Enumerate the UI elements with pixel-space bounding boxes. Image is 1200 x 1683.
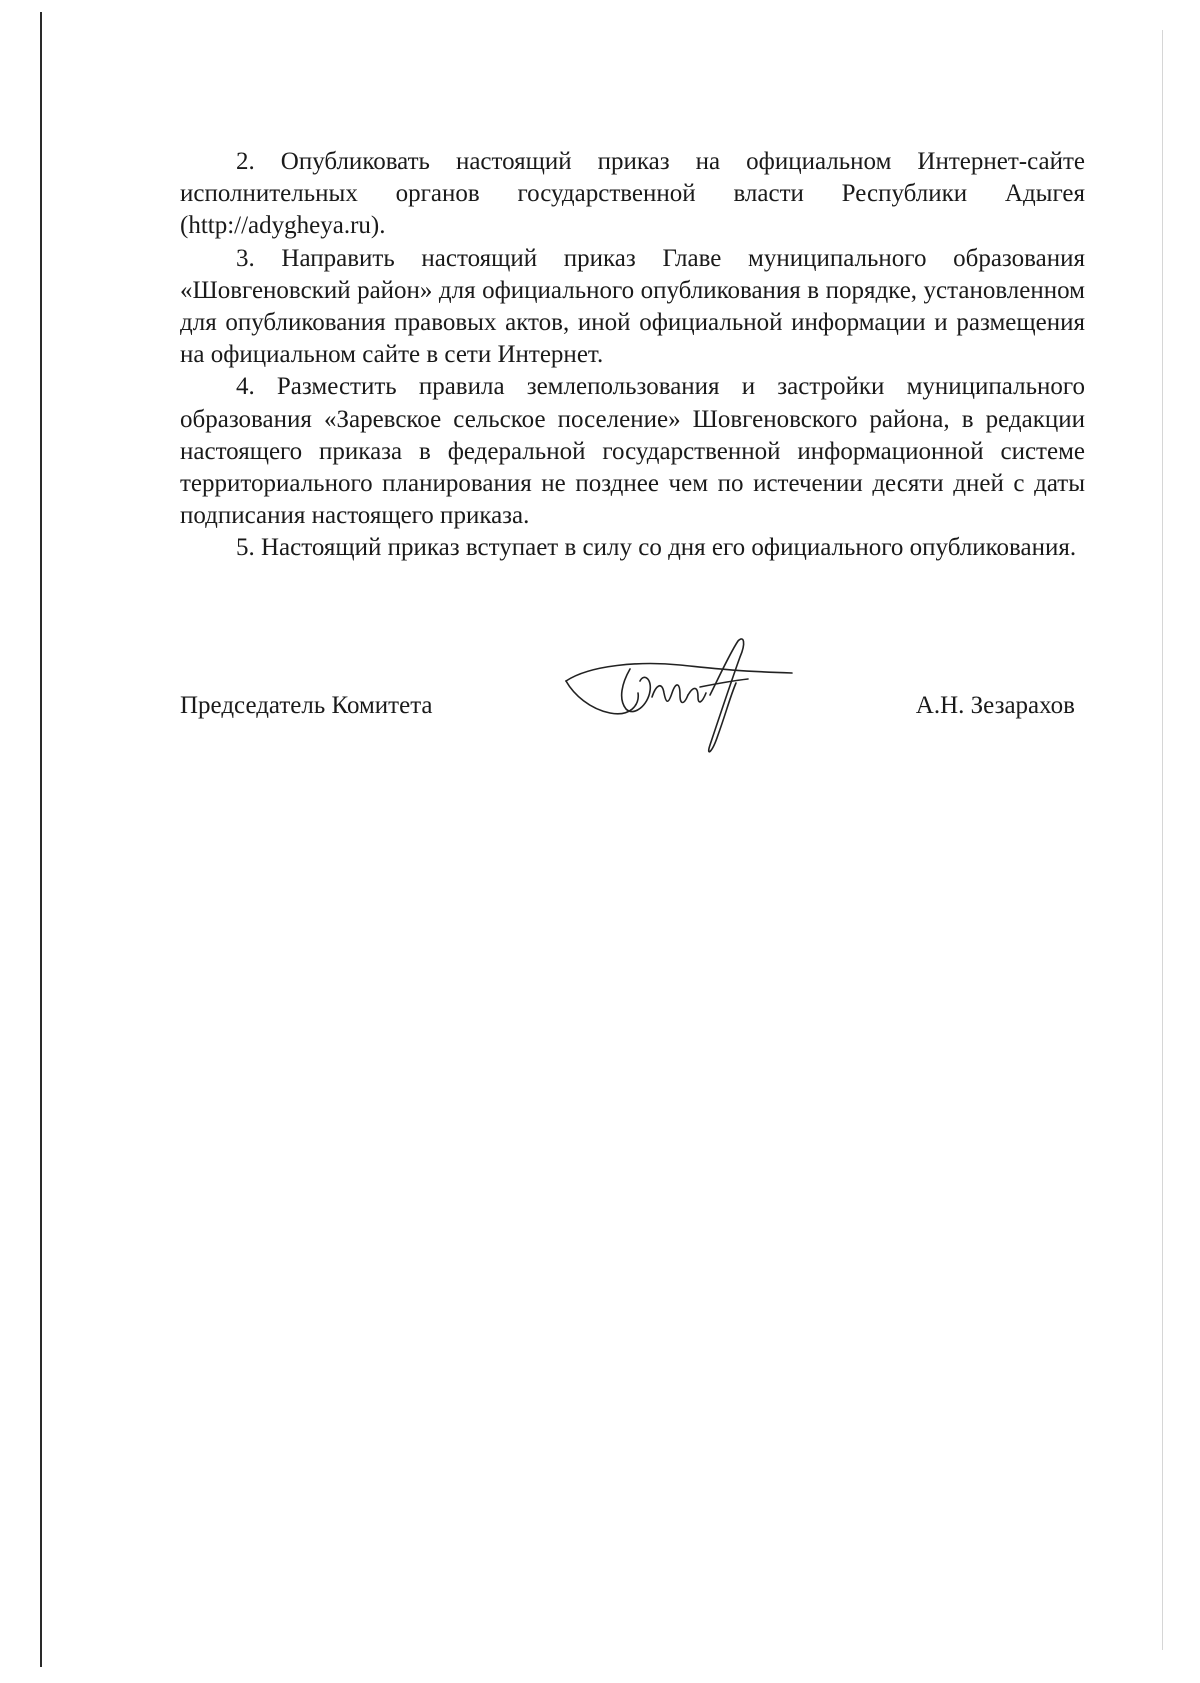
paragraph-4: 4. Разместить правила землепользования и застройки муниципального образования «Заревское сельское поселение» Шовгеновского района, в редакции настоящего приказа в федеральной государственной информационной системе территориального планирования не позднее чем по истечении десяти дней с даты подписания настоящего приказа. [180,373,1085,530]
scan-edge-right [1162,30,1163,1650]
paragraph-3: 3. Направить настоящий приказ Главе муниципального образования «Шовгеновский район» для официального опубликования в порядке, установленном для опубликования правовых актов, иной официальной информации и размещения на официальном сайте в сети Интернет. [180,244,1085,369]
position-title: Председатель Комитета [180,692,433,719]
paragraph-2: 2. Опубликовать настоящий приказ на официальном Интернет-сайте исполнительных органов государственной власти Республики Адыгея (http://adygheya.ru). [180,148,1085,240]
signatory-name: А.Н. Зезарахов [915,692,1075,719]
document-body [180,146,1085,565]
scan-edge-left [40,12,42,1667]
handwritten-signature [560,635,820,765]
paragraph-5: 5. Настоящий приказ вступает в силу со дня его официального опубликования. [236,534,1077,562]
